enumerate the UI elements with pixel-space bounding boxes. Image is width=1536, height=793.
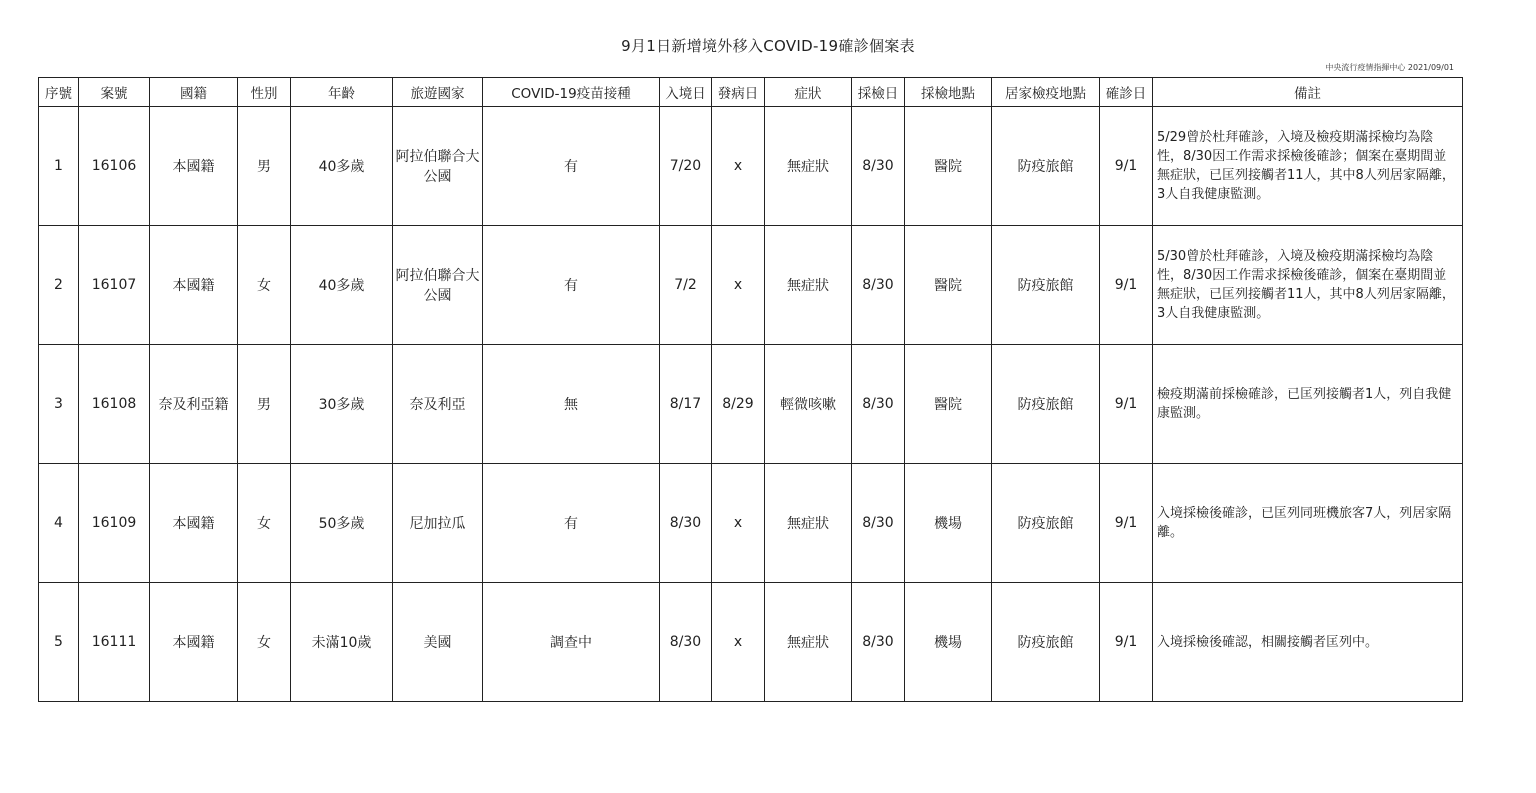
col-header: 發病日 <box>712 78 765 107</box>
cases-table <box>38 77 1463 702</box>
cell-travel: 美國 <box>393 583 483 702</box>
col-header: 旅遊國家 <box>393 78 483 107</box>
cell-entry: 7/2 <box>660 226 712 345</box>
cell-no: 3 <box>39 345 79 464</box>
cell-case: 16109 <box>79 464 150 583</box>
cell-onset: x <box>712 583 765 702</box>
cell-confirmed: 9/1 <box>1100 226 1153 345</box>
cell-sample-site: 機場 <box>905 464 992 583</box>
cell-sampled: 8/30 <box>852 583 905 702</box>
cell-age: 40多歲 <box>291 107 393 226</box>
cell-vaccine: 調查中 <box>483 583 660 702</box>
source-note: 中央流行疫情指揮中心 2021/09/01 <box>1325 63 1454 72</box>
cell-case: 16108 <box>79 345 150 464</box>
cell-travel: 阿拉伯聯合大公國 <box>393 107 483 226</box>
cell-vaccine: 有 <box>483 464 660 583</box>
cell-nationality: 本國籍 <box>150 107 238 226</box>
cell-sex: 男 <box>238 345 291 464</box>
table-row <box>39 345 1463 464</box>
col-header: 國籍 <box>150 78 238 107</box>
table-header-row <box>39 78 1463 107</box>
cell-sex: 女 <box>238 226 291 345</box>
cell-vaccine: 有 <box>483 226 660 345</box>
table-row <box>39 226 1463 345</box>
cell-age: 50多歲 <box>291 464 393 583</box>
cell-nationality: 本國籍 <box>150 464 238 583</box>
col-header: 性別 <box>238 78 291 107</box>
cell-sampled: 8/30 <box>852 226 905 345</box>
cell-nationality: 奈及利亞籍 <box>150 345 238 464</box>
cell-confirmed: 9/1 <box>1100 583 1153 702</box>
page-title: 9月1日新增境外移入COVID-19確診個案表 <box>621 37 915 55</box>
cell-quarantine: 防疫旅館 <box>992 345 1100 464</box>
col-header: 備註 <box>1153 78 1463 107</box>
cell-nationality: 本國籍 <box>150 226 238 345</box>
cell-confirmed: 9/1 <box>1100 107 1153 226</box>
col-header: COVID-19疫苗接種 <box>483 78 660 107</box>
cell-entry: 8/17 <box>660 345 712 464</box>
cell-symptom: 無症狀 <box>765 226 852 345</box>
col-header: 入境日 <box>660 78 712 107</box>
cell-note: 檢疫期滿前採檢確診，已匡列接觸者1人，列自我健康監測。 <box>1153 345 1463 464</box>
cell-sample-site: 醫院 <box>905 107 992 226</box>
cell-nationality: 本國籍 <box>150 583 238 702</box>
col-header: 症狀 <box>765 78 852 107</box>
cell-travel: 阿拉伯聯合大公國 <box>393 226 483 345</box>
cell-confirmed: 9/1 <box>1100 345 1153 464</box>
cell-note: 入境採檢後確認，相關接觸者匡列中。 <box>1153 583 1463 702</box>
cell-entry: 8/30 <box>660 583 712 702</box>
cell-sample-site: 機場 <box>905 583 992 702</box>
cell-sample-site: 醫院 <box>905 345 992 464</box>
cell-no: 1 <box>39 107 79 226</box>
cell-symptom: 無症狀 <box>765 464 852 583</box>
cell-no: 2 <box>39 226 79 345</box>
table-row <box>39 583 1463 702</box>
col-header: 採檢地點 <box>905 78 992 107</box>
cell-age: 未滿10歲 <box>291 583 393 702</box>
cell-sample-site: 醫院 <box>905 226 992 345</box>
table-row <box>39 464 1463 583</box>
cell-sex: 女 <box>238 464 291 583</box>
col-header: 序號 <box>39 78 79 107</box>
cell-case: 16107 <box>79 226 150 345</box>
cell-onset: 8/29 <box>712 345 765 464</box>
cell-note: 入境採檢後確診，已匡列同班機旅客7人，列居家隔離。 <box>1153 464 1463 583</box>
col-header: 採檢日 <box>852 78 905 107</box>
cell-confirmed: 9/1 <box>1100 464 1153 583</box>
cell-sex: 女 <box>238 583 291 702</box>
cell-sampled: 8/30 <box>852 107 905 226</box>
cell-symptom: 無症狀 <box>765 583 852 702</box>
col-header: 案號 <box>79 78 150 107</box>
cell-onset: x <box>712 226 765 345</box>
cell-quarantine: 防疫旅館 <box>992 107 1100 226</box>
cell-sampled: 8/30 <box>852 345 905 464</box>
cell-vaccine: 無 <box>483 345 660 464</box>
col-header: 確診日 <box>1100 78 1153 107</box>
cell-note: 5/29曾於杜拜確診，入境及檢疫期滿採檢均為陰性，8/30因工作需求採檢後確診；個案在臺期間並無症狀，已匡列接觸者11人，其中8人列居家隔離，3人自我健康監測。 <box>1153 107 1463 226</box>
cell-note: 5/30曾於杜拜確診，入境及檢疫期滿採檢均為陰性，8/30因工作需求採檢後確診，個案在臺期間並無症狀，已匡列接觸者11人，其中8人列居家隔離，3人自我健康監測。 <box>1153 226 1463 345</box>
cell-entry: 8/30 <box>660 464 712 583</box>
cell-onset: x <box>712 107 765 226</box>
cell-travel: 奈及利亞 <box>393 345 483 464</box>
cell-sampled: 8/30 <box>852 464 905 583</box>
cell-quarantine: 防疫旅館 <box>992 226 1100 345</box>
cell-sex: 男 <box>238 107 291 226</box>
cell-entry: 7/20 <box>660 107 712 226</box>
cell-travel: 尼加拉瓜 <box>393 464 483 583</box>
cell-case: 16106 <box>79 107 150 226</box>
table-row <box>39 107 1463 226</box>
cell-symptom: 無症狀 <box>765 107 852 226</box>
cell-onset: x <box>712 464 765 583</box>
cell-quarantine: 防疫旅館 <box>992 464 1100 583</box>
cell-symptom: 輕微咳嗽 <box>765 345 852 464</box>
cell-no: 4 <box>39 464 79 583</box>
cell-quarantine: 防疫旅館 <box>992 583 1100 702</box>
cell-age: 40多歲 <box>291 226 393 345</box>
cell-age: 30多歲 <box>291 345 393 464</box>
cell-case: 16111 <box>79 583 150 702</box>
col-header: 居家檢疫地點 <box>992 78 1100 107</box>
cell-vaccine: 有 <box>483 107 660 226</box>
col-header: 年齡 <box>291 78 393 107</box>
cell-no: 5 <box>39 583 79 702</box>
